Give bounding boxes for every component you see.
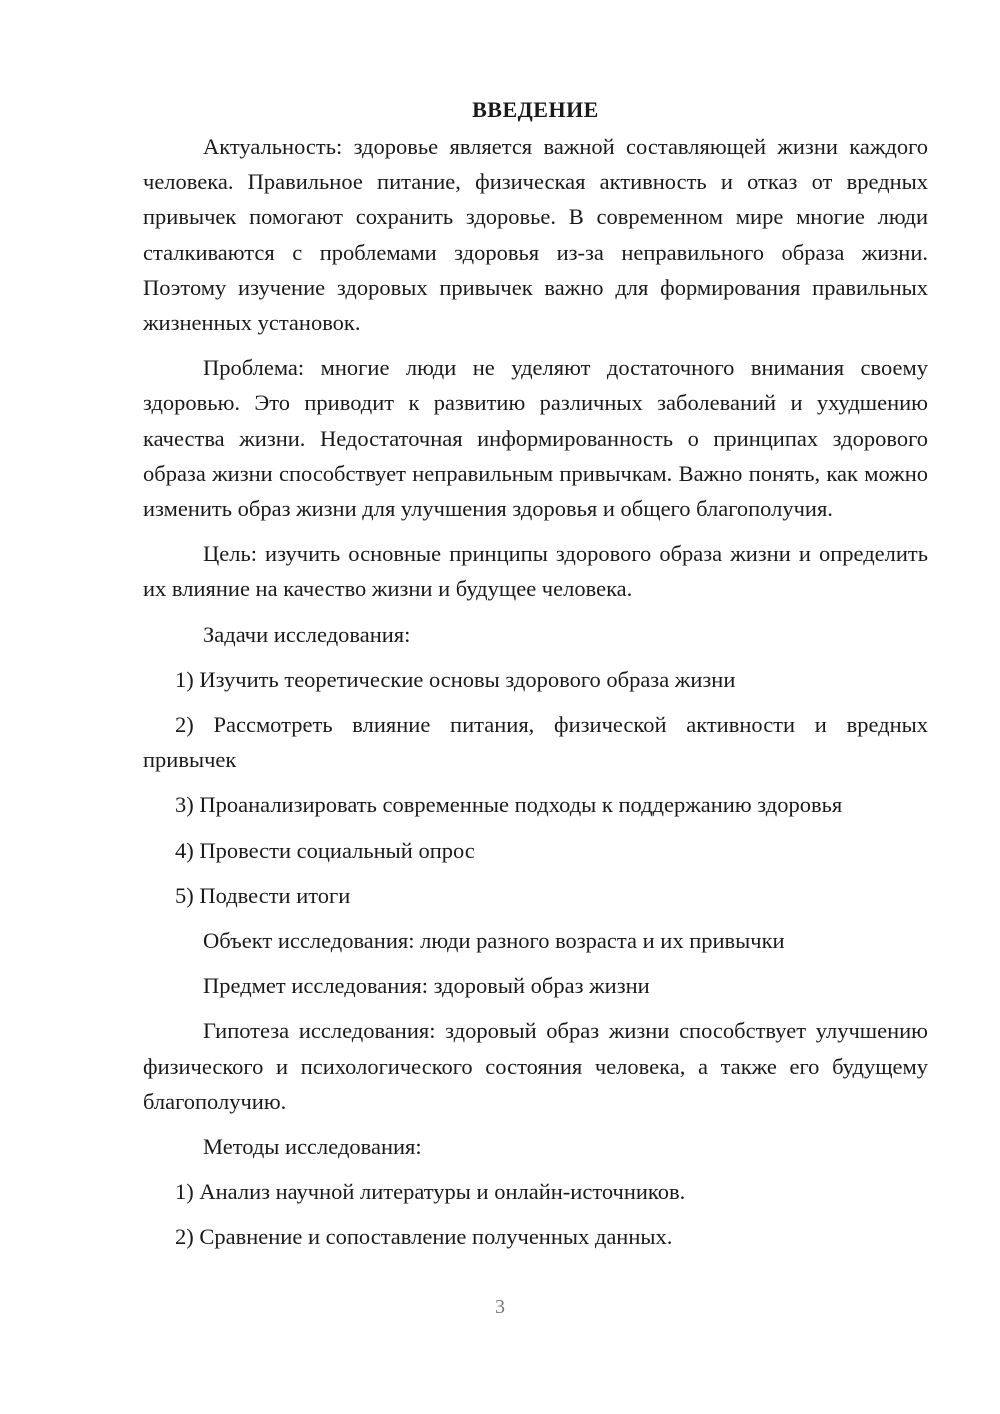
paragraph-object: Объект исследования: люди разного возраста и их привычки	[203, 928, 785, 954]
paragraph-problem: Проблема: многие люди не уделяют достаточного внимания своему здоровью. Это приводит к развитию различных заболеваний и ухудшению качества жизни. Недостаточная информированность о принципах здорового образа жизни способствует неправильным привычкам. Важно понять, как можно изменить образ жизни для улучшения здоровья и общего благополучия.	[143, 355, 928, 522]
task-item-3: 3) Проанализировать современные подходы к поддержанию здоровья	[175, 792, 843, 818]
page-number: 3	[495, 1296, 505, 1318]
task-item-2: 2) Рассмотреть влияние питания, физической активности и вредных привычек	[143, 712, 928, 773]
paragraph-hypothesis: Гипотеза исследования: здоровый образ жизни способствует улучшению физического и психологического состояния человека, а также его будущему благополучию.	[143, 1018, 928, 1114]
task-item-1: 1) Изучить теоретические основы здорового образа жизни	[175, 666, 736, 692]
paragraph-tasks-heading: Задачи исследования:	[203, 621, 411, 647]
paragraph-methods-heading: Методы исследования:	[203, 1134, 422, 1160]
task-item-5: 5) Подвести итоги	[175, 882, 351, 908]
task-item-4: 4) Провести социальный опрос	[175, 837, 475, 863]
paragraph-subject: Предмет исследования: здоровый образ жизни	[203, 973, 650, 999]
paragraph-relevance: Актуальность: здоровье является важной составляющей жизни каждого человека. Правильное питание, физическая активность и отказ от вредных привычек помогают сохранить здоровье. В современном мире многие люди сталкиваются с проблемами здоровья из-за неправильного образа жизни. Поэтому изучение здоровых привычек важно для формирования правильных жизненных установок.	[143, 134, 928, 336]
method-item-1: 1) Анализ научной литературы и онлайн-источников.	[175, 1179, 686, 1205]
method-item-2: 2) Сравнение и сопоставление полученных данных.	[175, 1224, 673, 1250]
page-title: ВВЕДЕНИЕ	[472, 97, 599, 122]
document-page	[143, 92, 928, 1265]
paragraph-goal: Цель: изучить основные принципы здорового образа жизни и определить их влияние на качество жизни и будущее человека.	[143, 541, 928, 602]
